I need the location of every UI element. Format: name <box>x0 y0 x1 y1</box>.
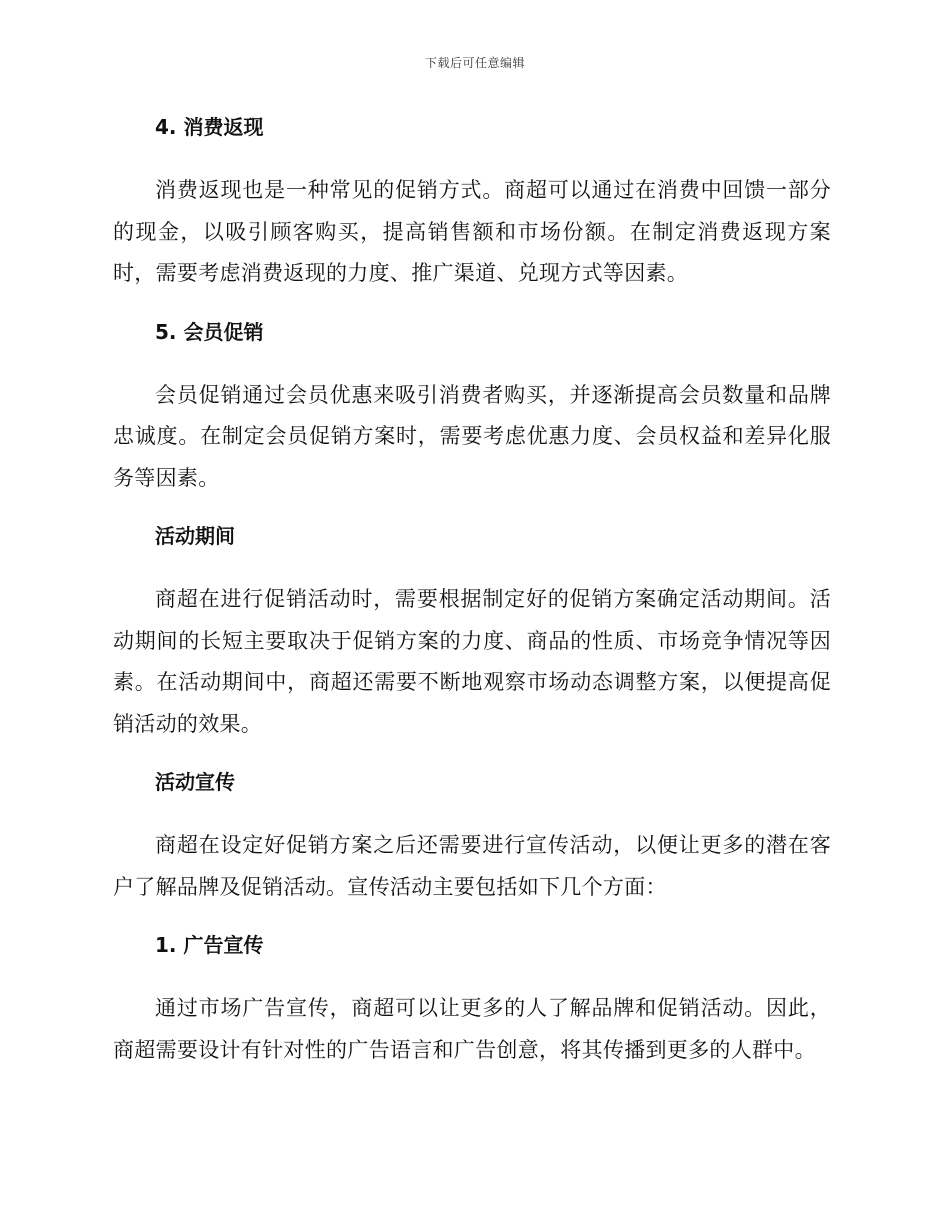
document-body <box>113 112 831 1071</box>
section-heading-activity-period: 活动期间 <box>155 524 235 548</box>
section-heading-member-promotion: 5. 会员促销 <box>155 319 264 344</box>
section-heading-cashback: 4. 消费返现 <box>155 115 264 139</box>
section-paragraph-advertising: 通过市场广告宣传，商超可以让更多的人了解品牌和促销活动。因此，商超需要设计有针对性的广告语言和广告创意，将其传播到更多的人群中。 <box>113 996 831 1062</box>
section-paragraph-cashback: 消费返现也是一种常见的促销方式。商超可以通过在消费中回馈一部分的现金，以吸引顾客购买，提高销售额和市场份额。在制定消费返现方案时，需要考虑消费返现的力度、推广渠道、兑现方式等因素。 <box>113 178 831 285</box>
section-paragraph-activity-publicity: 商超在设定好促销方案之后还需要进行宣传活动，以便让更多的潜在客户了解品牌及促销活动。宣传活动主要包括如下几个方面： <box>113 833 831 899</box>
section-heading-activity-publicity: 活动宣传 <box>155 770 235 794</box>
section-paragraph-member-promotion: 会员促销通过会员优惠来吸引消费者购买，并逐渐提高会员数量和品牌忠诚度。在制定会员促销方案时，需要考虑优惠力度、会员权益和差异化服务等因素。 <box>113 382 831 490</box>
page-header-note: 下载后可任意编辑 <box>424 56 525 70</box>
section-heading-advertising: 1. 广告宣传 <box>155 933 264 957</box>
section-paragraph-activity-period: 商超在进行促销活动时，需要根据制定好的促销方案确定活动期间。活动期间的长短主要取决于促销方案的力度、商品的性质、市场竞争情况等因素。在活动期间中，商超还需要不断地观察市场动态调整方案，以便提高促销活动的效果。 <box>113 587 831 736</box>
